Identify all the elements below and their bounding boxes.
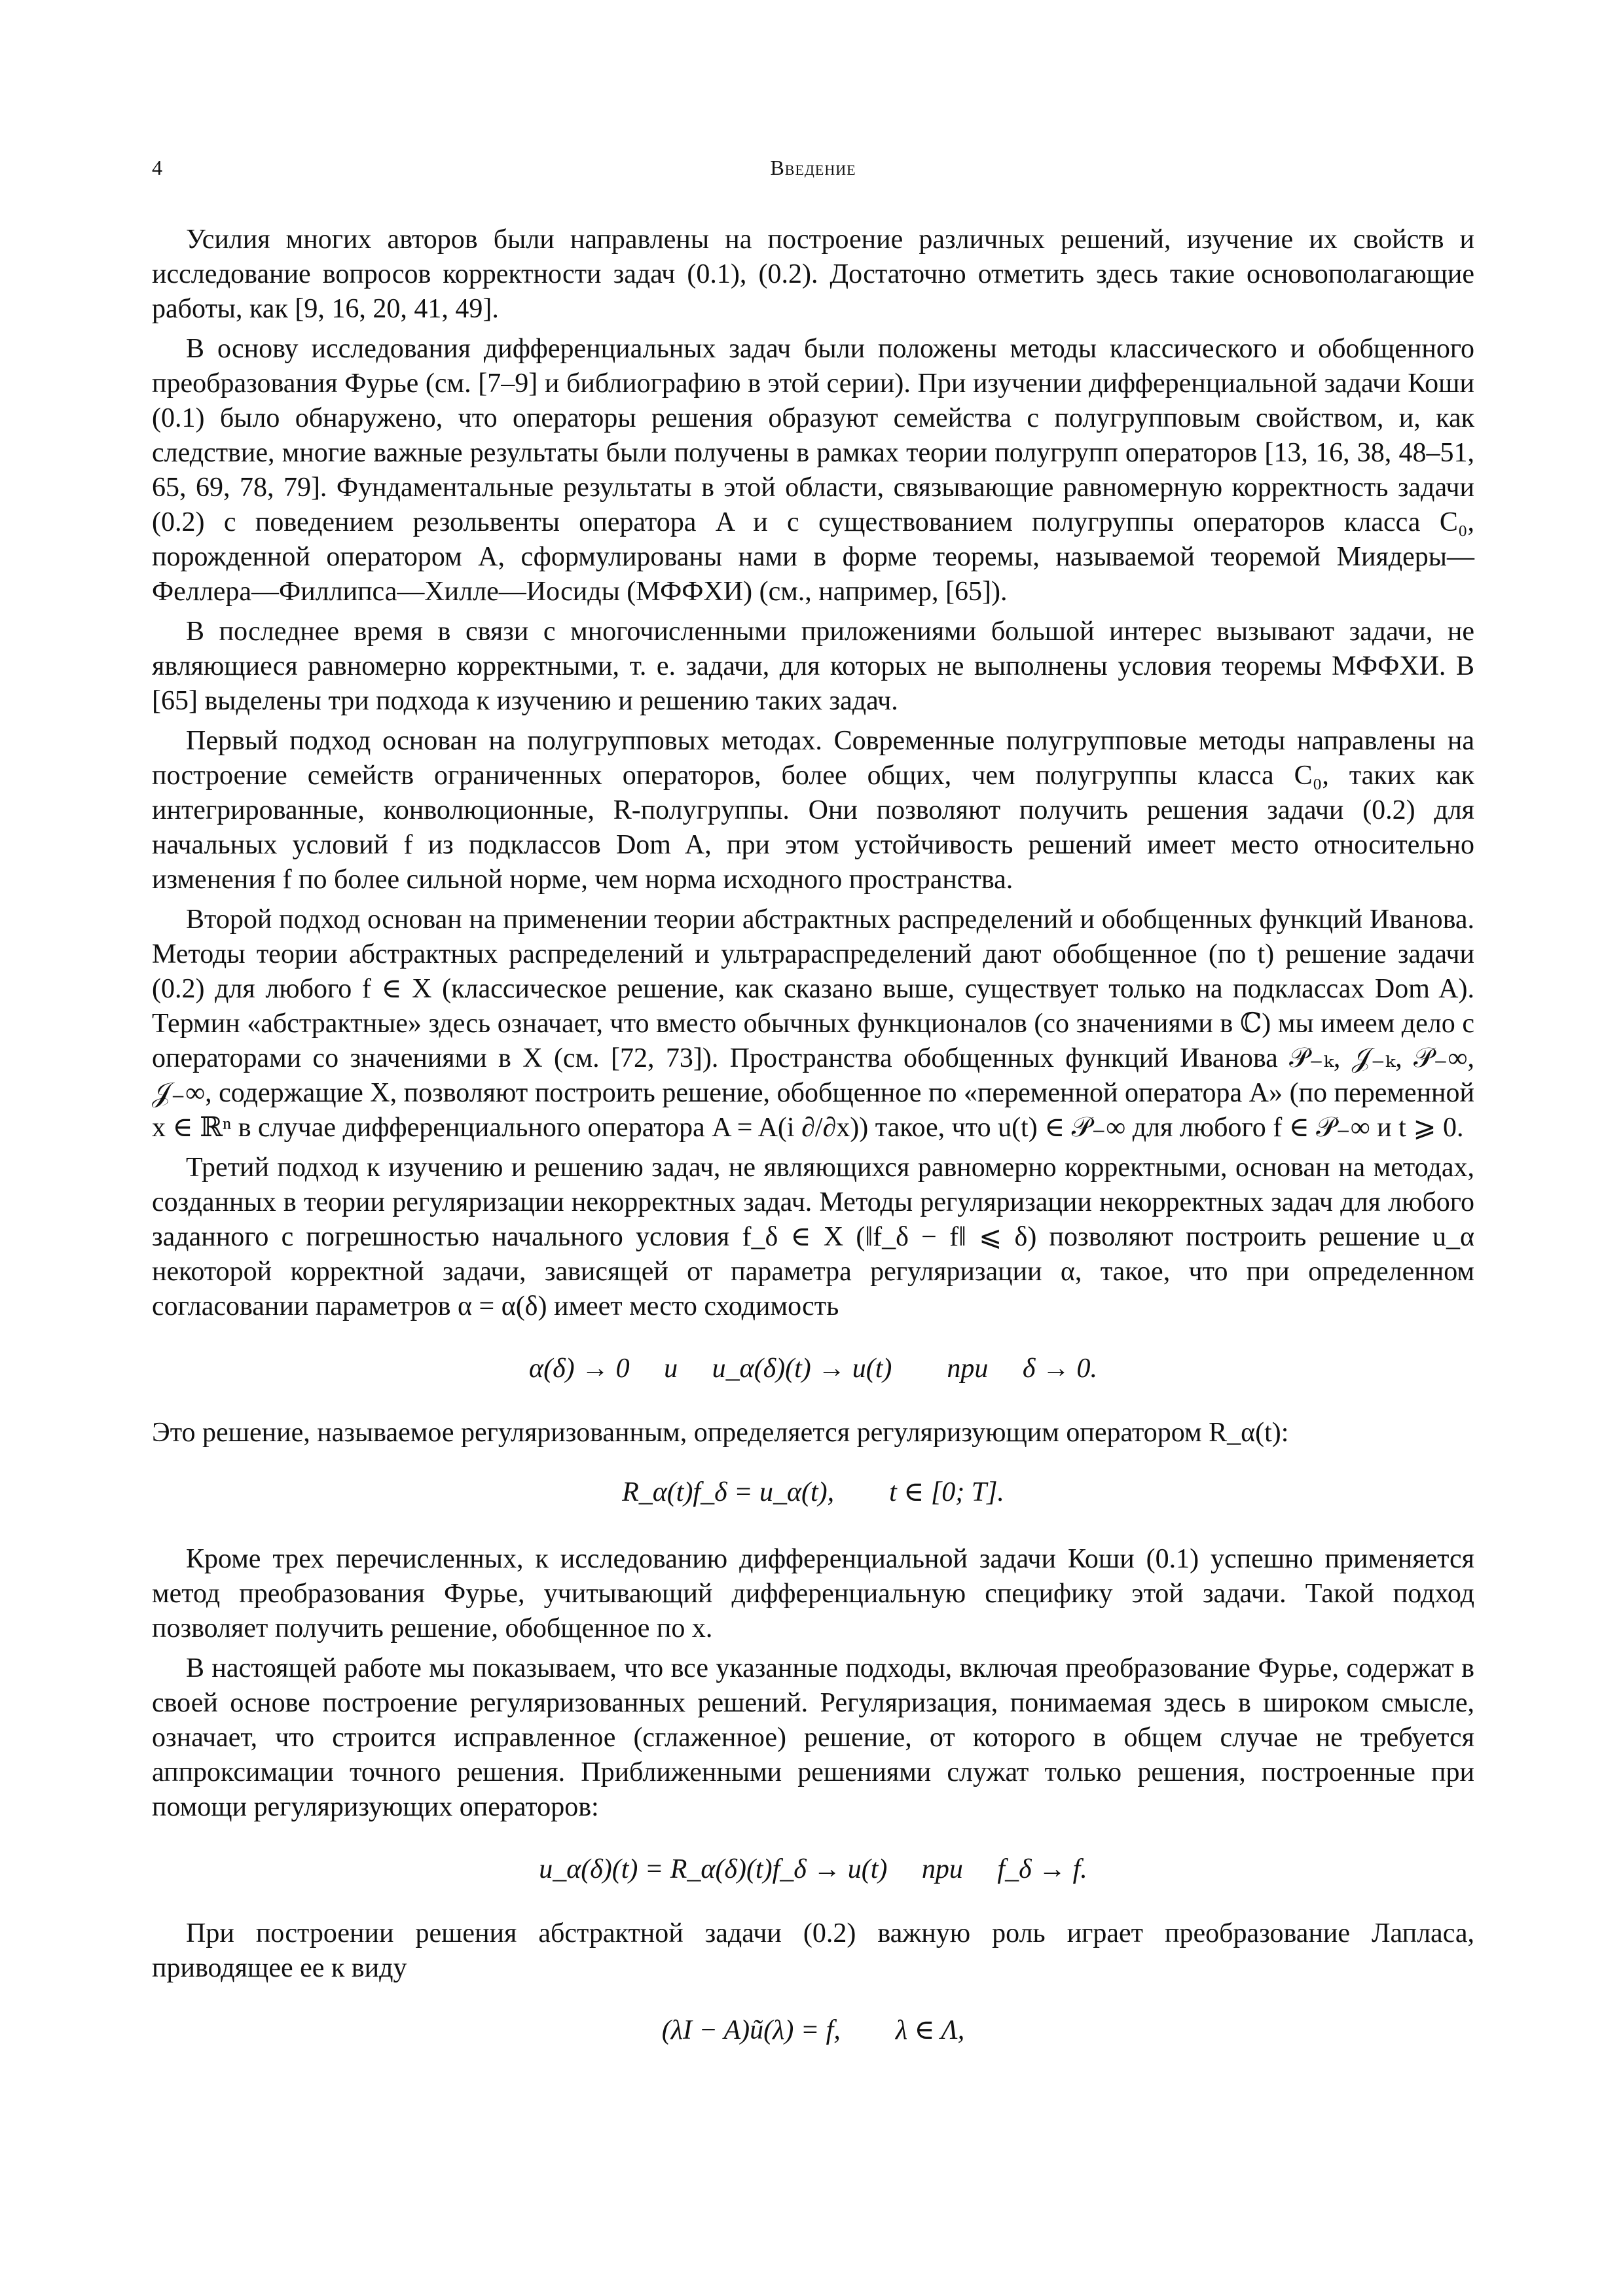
running-head — [152, 154, 1474, 181]
paragraph-3: В последнее время в связи с многочисленными приложениями большой интерес вызывают задачи, не являющиеся равномерно корректными, т. е. задачи, для которых не выполнены условия теоремы МФФХИ. В [65] выделены три подхода к изучению и решению таких задач. — [152, 617, 1474, 716]
formula-approximate-solution: u_α(δ)(t) = R_α(δ)(t)f_δ → u(t) при f_δ → f. — [539, 1854, 1087, 1884]
paragraph-1: Усилия многих авторов были направлены на построение различных решений, изучение их свойств и исследование вопросов корректности задач (0.1), (0.2). Достаточно отметить здесь такие основополагающие работы, как [9, 16, 20, 41, 49]. — [152, 224, 1474, 324]
formula-convergence: α(δ) → 0 и u_α(δ)(t) → u(t) при δ → 0. — [529, 1354, 1097, 1384]
page-number: 4 — [152, 156, 162, 179]
paragraph-10: При построении решения абстрактной задачи (0.2) важную роль играет преобразование Лапласа, приводящее ее к виду — [152, 1918, 1474, 1983]
formula-regularizing-operator: R_α(t)f_δ = u_α(t), t ∈ [0; T]. — [622, 1477, 1004, 1507]
paragraph-2: В основу исследования дифференциальных задач были положены методы классического и обобщенного преобразования Фурье (см. [7–9] и библиографию в этой серии). При изучении дифференциальной задачи Коши (0.1) было обнаружено, что операторы решения образуют семейства с полугрупповым свойством, и, как следствие, многие важные результаты были получены в рамках теории полугрупп операторов [13, 16, 38, 48–51, 65, 69, 78, 79]. Фундаментальные результаты в этой области, связывающие равномерную корректность задачи (0.2) с поведением резольвенты оператора A и с существованием полугруппы операторов класса C₀, порожденной оператором A, сформулированы нами в форме теоремы, называемой теоремой Миядеры—Феллера—Филлипса—Хилле—Иосиды (МФФХИ) (см., например, [65]). — [152, 334, 1474, 607]
chapter-title: Введение — [770, 156, 856, 179]
body-text — [152, 223, 1474, 2077]
paragraph-6: Третий подход к изучению и решению задач, не являющихся равномерно корректными, основан на методах, созданных в теории регуляризации некорректных задач. Методы регуляризации некорректных задач для любого заданного с погрешностью начального условия f_δ ∈ X (‖f_δ − f‖ ⩽ δ) позволяют построить решение u_α некоторой корректной задачи, зависящей от параметра регуляризации α, такое, что при определенном согласовании параметров α = α(δ) имеет место сходимость — [152, 1153, 1474, 1321]
paragraph-8: Кроме трех перечисленных, к исследованию дифференциальной задачи Коши (0.1) успешно применяется метод преобразования Фурье, учитывающий дифференциальную специфику этой задачи. Такой подход позволяет получить решение, обобщенное по x. — [152, 1544, 1474, 1643]
paragraph-7: Это решение, называемое регуляризованным, определяется регуляризующим оператором R_α(t): — [152, 1418, 1289, 1448]
paragraph-9: В настоящей работе мы показываем, что все указанные подходы, включая преобразование Фурье, содержат в своей основе построение регуляризованных решений. Регуляризация, понимаемая здесь в широком смысле, означает, что строится исправленное (сглаженное) решение, от которого в общем случае не требуется аппроксимации точного решения. Приближенными решениями служат только решения, построенные при помощи регуляризующих операторов: — [152, 1653, 1474, 1822]
paragraph-4: Первый подход основан на полугрупповых методах. Современные полугрупповые методы направлены на построение семейств ограниченных операторов, более общих, чем полугруппы класса C₀, таких как интегрированные, конволюционные, R-полугруппы. Они позволяют получить решения задачи (0.2) для начальных условий f из подклассов Dom A, при этом устойчивость решений имеет место относительно изменения f по более сильной норме, чем норма исходного пространства. — [152, 726, 1474, 895]
formula-laplace: (λI − A)ũ(λ) = f, λ ∈ Λ, — [661, 2015, 965, 2045]
paragraph-5: Второй подход основан на применении теории абстрактных распределений и обобщенных функций Иванова. Методы теории абстрактных распределений и ультрараспределений дают обобщенное (по t) решение задачи (0.2) для любого f ∈ X (классическое решение, как сказано выше, существует только на подклассах Dom A). Термин «абстрактные» здесь означает, что вместо обычных функционалов (со значениями в ℂ) мы имеем дело с операторами со значениями в X (см. [72, 73]). Пространства обобщенных функций Иванова 𝒫₋ₖ, 𝒥₋ₖ, 𝒫₋∞, 𝒥₋∞, содержащие X, позволяют построить решение, обобщенное по «переменной оператора A» (по переменной x ∈ ℝⁿ в случае дифференциального оператора A = A(i ∂/∂x)) такое, что u(t) ∈ 𝒫₋∞ для любого f ∈ 𝒫₋∞ и t ⩾ 0. — [152, 905, 1474, 1143]
